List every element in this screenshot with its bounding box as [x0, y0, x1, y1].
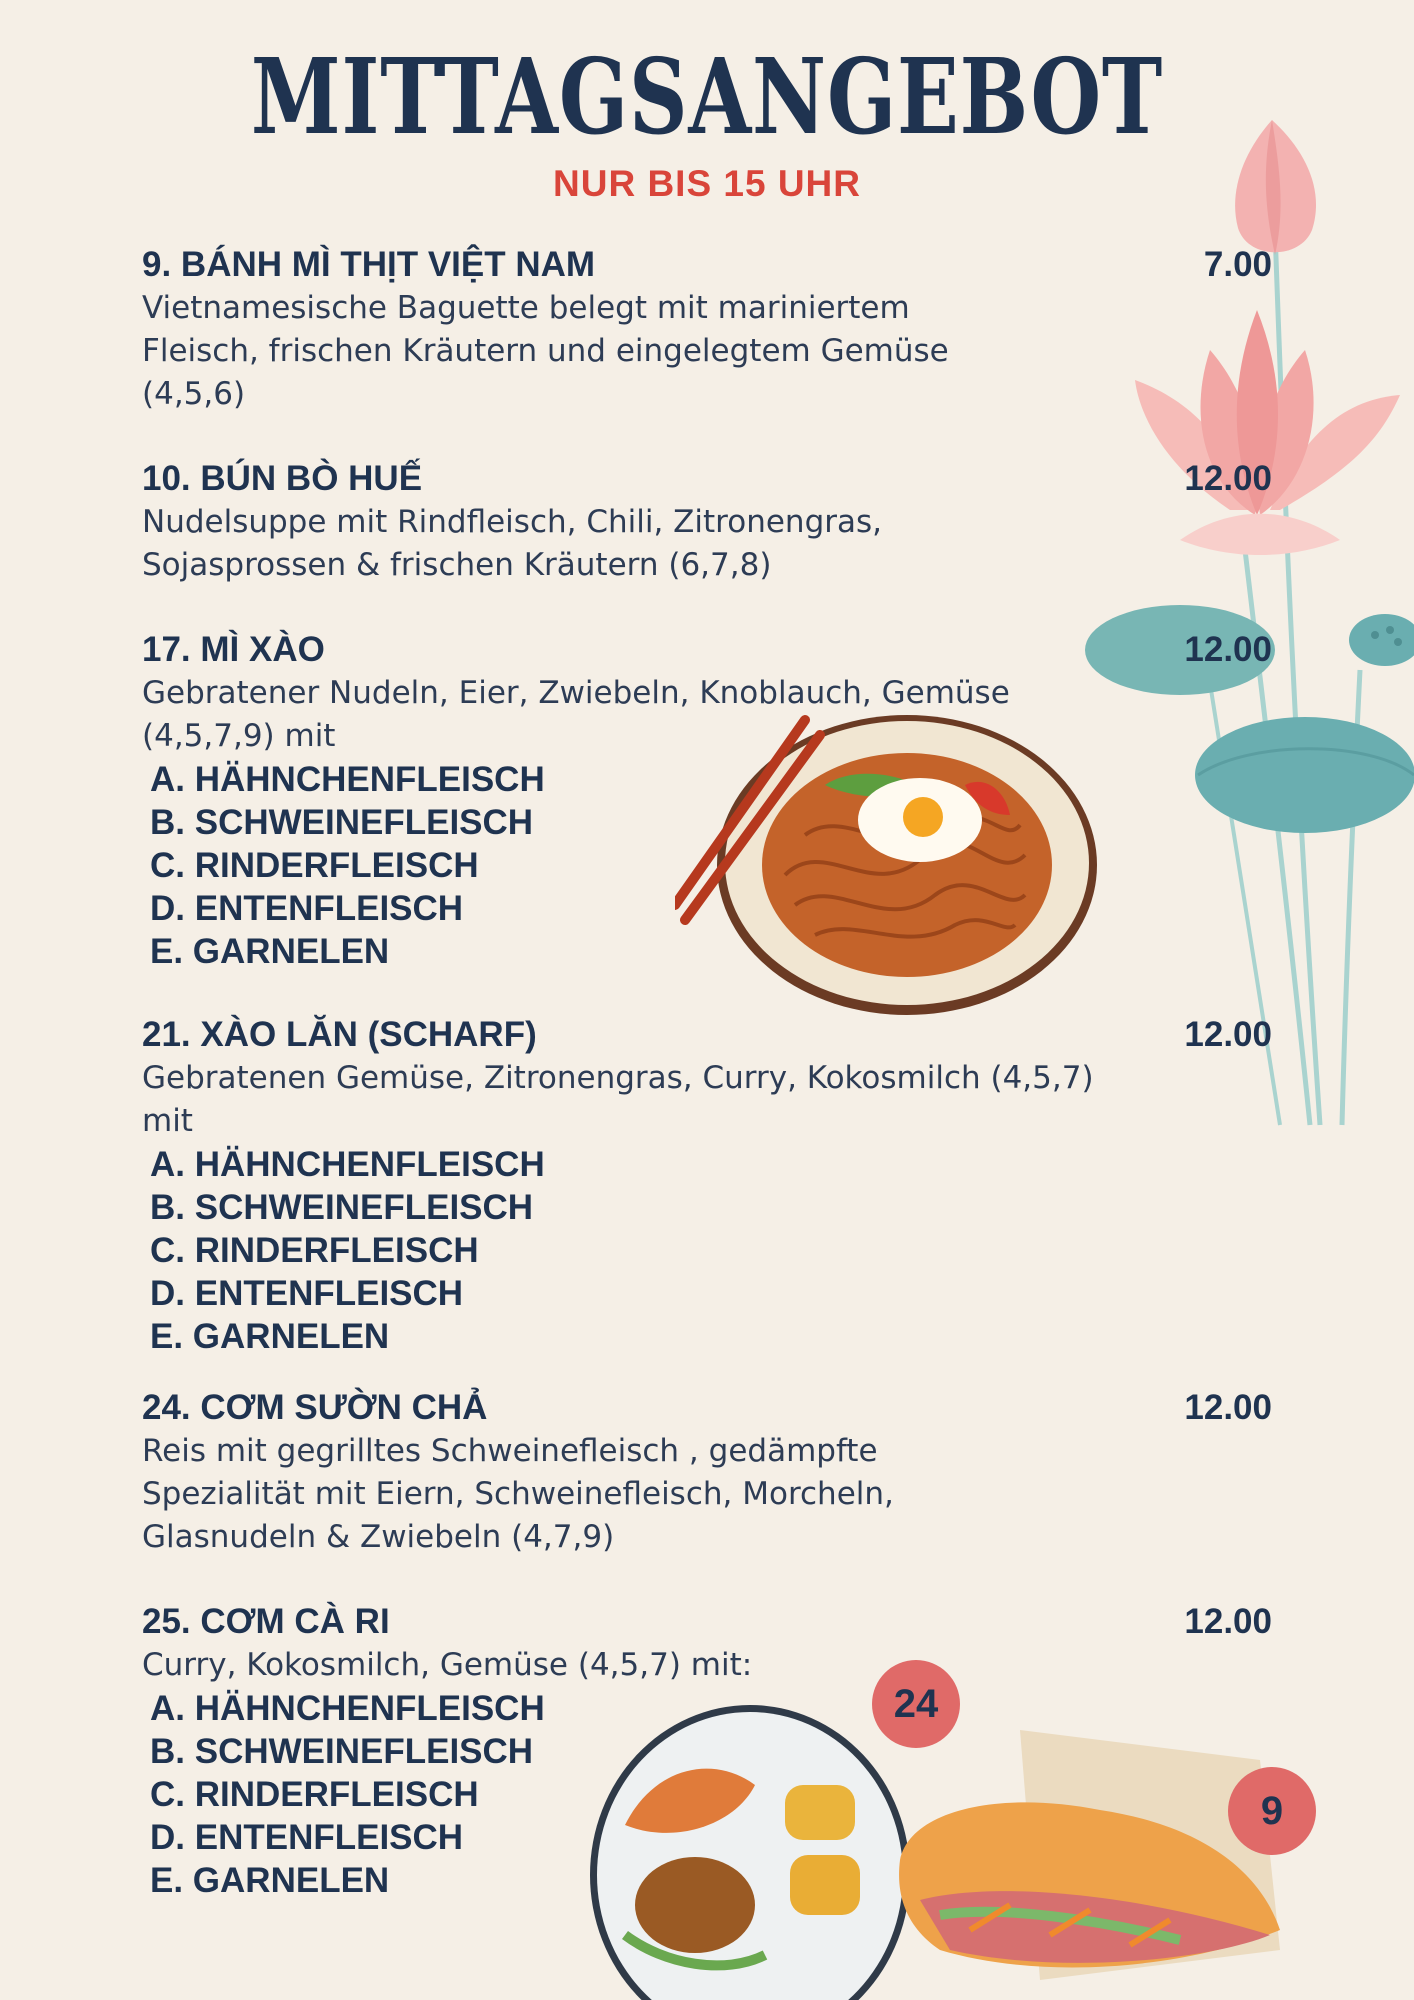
item-name: 9. BÁNH MÌ THỊT VIỆT NAM — [142, 245, 596, 284]
item-price: 12.00 — [1184, 630, 1272, 669]
item-option: D. ENTENFLEISCH — [150, 1274, 464, 1313]
item-description-line: Curry, Kokosmilch, Gemüse (4,5,7) mit: — [142, 1647, 753, 1683]
sandwich-number-badge: 9 — [1228, 1767, 1316, 1855]
item-price: 12.00 — [1184, 1388, 1272, 1427]
menu-item-17 — [142, 628, 1272, 973]
item-description-line: (4,5,6) — [142, 376, 246, 412]
item-option: A. HÄHNCHENFLEISCH — [150, 1145, 545, 1184]
item-name: 17. MÌ XÀO — [142, 630, 325, 669]
item-option: A. HÄHNCHENFLEISCH — [150, 1689, 545, 1728]
item-price: 12.00 — [1184, 1015, 1272, 1054]
item-option: C. RINDERFLEISCH — [150, 1775, 479, 1814]
item-description-line: Glasnudeln & Zwiebeln (4,7,9) — [142, 1519, 615, 1555]
item-name: 25. CƠM CÀ RI — [142, 1602, 390, 1641]
item-option: C. RINDERFLEISCH — [150, 846, 479, 885]
menu-item-21 — [142, 1013, 1272, 1358]
item-description-line: Fleisch, frischen Kräutern und eingelegtem Gemüse — [142, 333, 949, 369]
item-option: B. SCHWEINEFLEISCH — [150, 1188, 534, 1227]
item-option: B. SCHWEINEFLEISCH — [150, 1732, 534, 1771]
item-option: B. SCHWEINEFLEISCH — [150, 803, 534, 842]
item-option: A. HÄHNCHENFLEISCH — [150, 760, 545, 799]
item-option: E. GARNELEN — [150, 1317, 390, 1356]
item-description-line: Sojasprossen & frischen Kräutern (6,7,8) — [142, 547, 772, 583]
rice-plate-number-badge: 24 — [872, 1660, 960, 1748]
item-description-line: Reis mit gegrilltes Schweinefleisch , gedämpfte — [142, 1433, 878, 1469]
item-name: 21. XÀO LĂN (SCHARF) — [142, 1015, 537, 1054]
item-price: 12.00 — [1184, 1602, 1272, 1641]
menu-item-24 — [142, 1386, 1272, 1559]
item-name: 24. CƠM SƯỜN CHẢ — [142, 1388, 488, 1427]
item-option: E. GARNELEN — [150, 1861, 390, 1900]
item-description-line: Vietnamesische Baguette belegt mit mariniertem — [142, 290, 910, 326]
item-price: 12.00 — [1184, 459, 1272, 498]
item-option: C. RINDERFLEISCH — [150, 1231, 479, 1270]
item-description-line: Gebratener Nudeln, Eier, Zwiebeln, Knoblauch, Gemüse — [142, 675, 1010, 711]
item-option: D. ENTENFLEISCH — [150, 889, 464, 928]
item-name: 10. BÚN BÒ HUẾ — [142, 459, 423, 498]
item-description-line: (4,5,7,9) mit — [142, 718, 336, 754]
item-description-line: Spezialität mit Eiern, Schweinefleisch, Morcheln, — [142, 1476, 894, 1512]
item-price: 7.00 — [1203, 245, 1272, 284]
menu-item-25 — [142, 1600, 1272, 1902]
menu-item-10 — [142, 457, 1272, 587]
item-option: D. ENTENFLEISCH — [150, 1818, 464, 1857]
menu-subtitle: NUR BIS 15 UHR — [553, 163, 861, 204]
item-description-line: Gebratenen Gemüse, Zitronengras, Curry, Kokosmilch (4,5,7) — [142, 1060, 1094, 1096]
item-description-line: mit — [142, 1103, 193, 1139]
item-description-line: Nudelsuppe mit Rindfleisch, Chili, Zitronengras, — [142, 504, 883, 540]
item-option: E. GARNELEN — [150, 932, 390, 971]
menu-item-9 — [142, 243, 1272, 416]
menu-title: MITTAGSANGEBOT — [250, 35, 1164, 158]
